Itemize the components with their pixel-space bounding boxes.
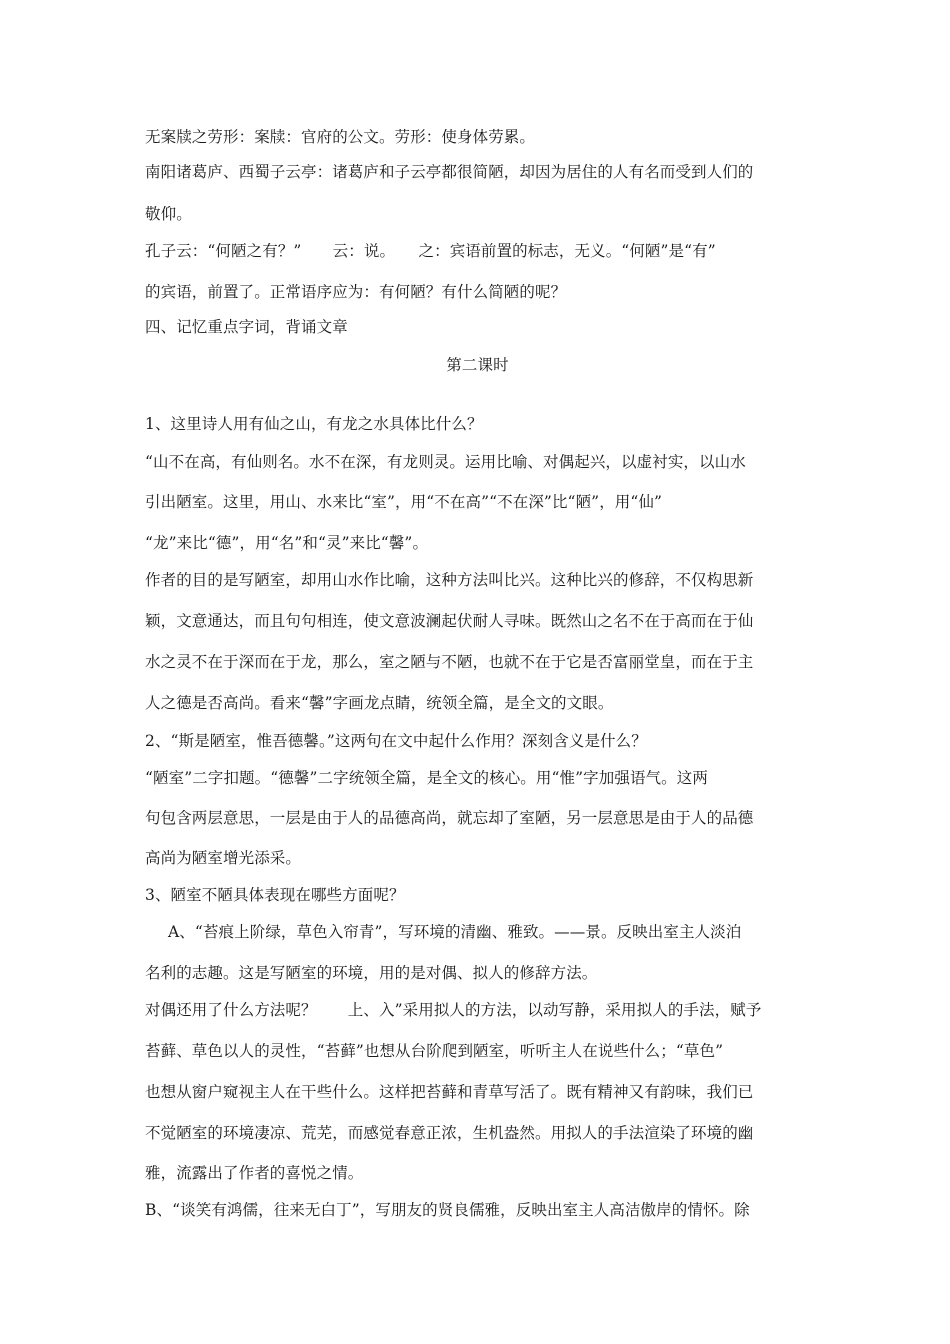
- question-3: 3、陋室不陋具体表现在哪些方面呢？: [145, 886, 405, 904]
- text-line: “龙”来比“德”，用“名”和“灵”来比“馨”。: [145, 534, 429, 552]
- text-line: “陋室”二字扣题。“德馨”二字统领全篇，是全文的核心。用“惟”字加强语气。这两: [145, 769, 708, 787]
- text-line: B、“谈笑有鸿儒，往来无白丁”，写朋友的贤良儒雅，反映出室主人高洁傲岸的情怀。除: [145, 1201, 750, 1219]
- text-line: A、“苔痕上阶绿，草色入帘青”，写环境的清幽、雅致。——景。反映出室主人淡泊: [168, 923, 742, 941]
- text-line: 南阳诸葛庐、西蜀子云亭：诸葛庐和子云亭都很简陋，却因为居住的人有名而受到人们的: [145, 163, 754, 181]
- text-line: 句包含两层意思，一层是由于人的品德高尚，就忘却了室陋，另一层意思是由于人的品德: [145, 809, 754, 827]
- text-line: 引出陋室。这里，用山、水来比“室”，用“不在高”“不在深”比“陋”，用“仙”: [145, 493, 663, 511]
- text-line: 颖，文意通达，而且句句相连，使文意波澜起伏耐人寻味。既然山之名不在于高而在于仙: [145, 612, 754, 630]
- text-line: 苔藓、草色以人的灵性，“苔藓”也想从台阶爬到陋室，听听主人在说些什么；“草色”: [145, 1042, 724, 1060]
- text-line: 无案牍之劳形：案牍：官府的公文。劳形：使身体劳累。: [145, 128, 536, 146]
- text-line: 敬仰。: [145, 205, 192, 223]
- question-2: 2、“斯是陋室，惟吾德馨。”这两句在文中起什么作用？深刻含义是什么？: [145, 732, 647, 750]
- text-line: 名利的志趣。这是写陋室的环境，用的是对偶、拟人的修辞方法。: [145, 964, 598, 982]
- lesson-title: 第二课时: [446, 356, 509, 374]
- question-1: 1、这里诗人用有仙之山，有龙之水具体比什么？: [145, 415, 483, 433]
- text-line: 人之德是否高尚。看来“馨”字画龙点睛，统领全篇，是全文的文眼。: [145, 694, 614, 712]
- text-line: 也想从窗户窥视主人在干些什么。这样把苔藓和青草写活了。既有精神又有韵味，我们已: [145, 1083, 754, 1101]
- text-line: “山不在高，有仙则名。水不在深，有龙则灵。运用比喻、对偶起兴，以虚衬实，以山水: [145, 453, 746, 471]
- text-line: 不觉陋室的环境凄凉、荒芜，而感觉春意正浓，生机盎然。用拟人的手法渲染了环境的幽: [145, 1124, 754, 1142]
- text-line: 作者的目的是写陋室，却用山水作比喻，这种方法叫比兴。这种比兴的修辞，不仅构思新: [145, 571, 754, 589]
- text-line: 的宾语，前置了。正常语序应为：有何陋？有什么简陋的呢？: [145, 283, 567, 301]
- text-line: 水之灵不在于深而在于龙，那么，室之陋与不陋，也就不在于它是否富丽堂皇，而在于主: [145, 653, 754, 671]
- text-line: 高尚为陋室增光添采。: [145, 849, 302, 867]
- text-line: 对偶还用了什么方法呢？ 上、入”采用拟人的方法，以动写静，采用拟人的手法，赋予: [145, 1001, 762, 1019]
- text-line: 孔子云：“何陋之有？” 云：说。 之：宾语前置的标志，无义。“何陋”是“有”: [145, 242, 716, 260]
- text-line: 雅，流露出了作者的喜悦之情。: [145, 1164, 364, 1182]
- section-heading: 四、记忆重点字词，背诵文章: [145, 318, 348, 336]
